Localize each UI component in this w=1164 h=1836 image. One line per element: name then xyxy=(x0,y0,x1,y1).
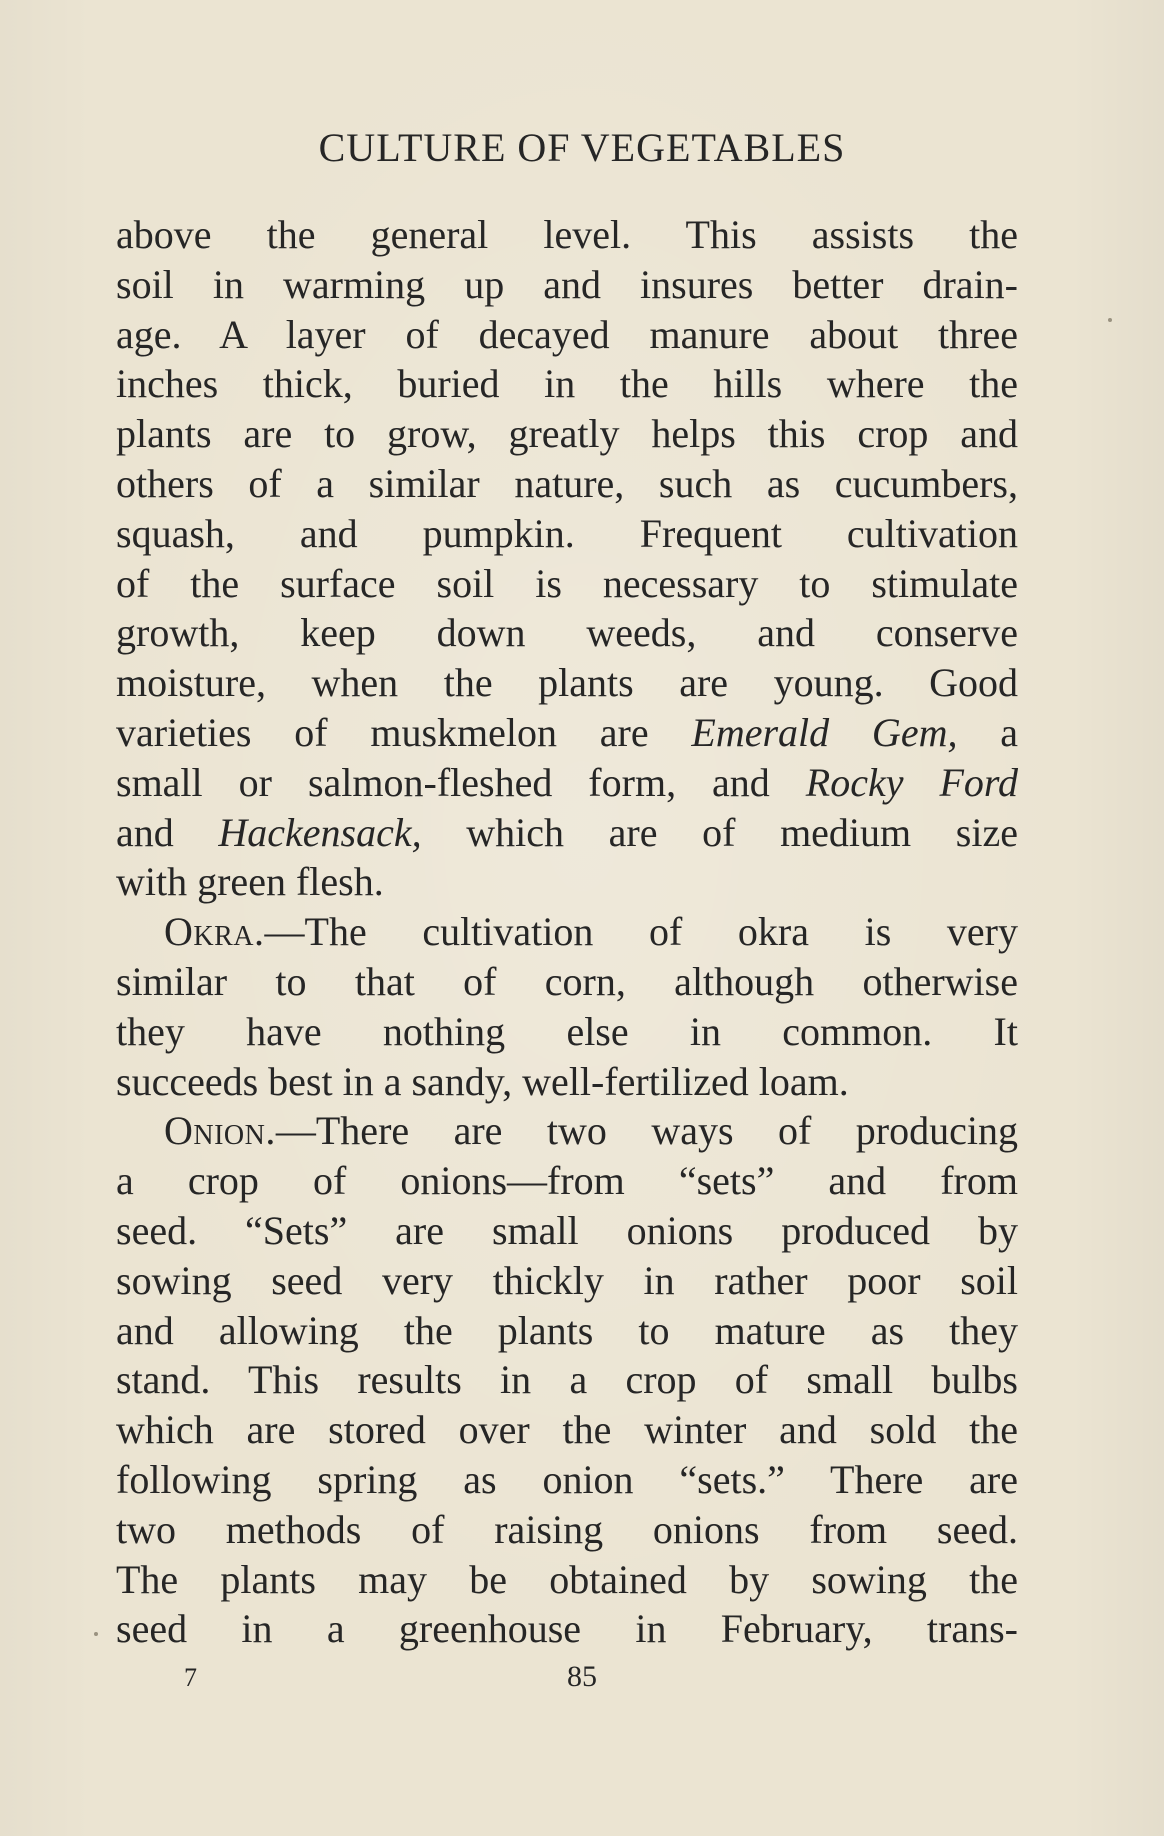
text-line: The plants may be obtained by sowing the xyxy=(116,1556,1018,1602)
text-line: which are stored over the winter and sold the xyxy=(116,1407,1018,1453)
text-line: following spring as onion “sets.” There are xyxy=(116,1456,1018,1502)
paper-speck xyxy=(1108,318,1112,322)
text-line: others of a similar nature, such as cucumbers, xyxy=(116,460,1018,506)
section-heading-onion: Onion. xyxy=(164,1108,276,1154)
text-line: moisture, when the plants are young. Good xyxy=(116,660,1018,706)
body-text xyxy=(116,210,1018,1654)
text-line xyxy=(116,758,1018,808)
text-line: with green flesh. xyxy=(116,859,384,905)
page-number: 85 xyxy=(567,1660,597,1693)
text-run: —There are two ways of producing xyxy=(275,1108,1018,1154)
text-line: inches thick, buried in the hills where the xyxy=(116,361,1018,407)
text-line: age. A layer of decayed manure about three xyxy=(116,311,1018,357)
text-line: above the general level. This assists the xyxy=(116,212,1018,257)
text-run: —The cultivation of okra is very xyxy=(264,909,1018,955)
section-heading-okra: Okra. xyxy=(164,909,265,955)
text-line: of the surface soil is necessary to stimulate xyxy=(116,560,1018,606)
text-line: stand. This results in a crop of small bulbs xyxy=(116,1357,1018,1403)
signature-mark: 7 xyxy=(184,1663,197,1692)
variety-name: Emerald Gem, xyxy=(691,709,958,755)
text-run: which are of medium size xyxy=(421,809,1018,855)
text-run: and xyxy=(116,809,219,855)
text-run: varieties of muskmelon are xyxy=(116,709,692,755)
variety-name: Hackensack, xyxy=(218,809,422,855)
text-run: a xyxy=(957,709,1018,755)
running-head: CULTURE OF VEGETABLES xyxy=(318,125,846,170)
text-line xyxy=(116,907,1018,957)
text-line xyxy=(116,1106,1018,1156)
text-line: squash, and pumpkin. Frequent cultivation xyxy=(116,510,1018,556)
text-line: and allowing the plants to mature as they xyxy=(116,1307,1018,1353)
variety-name: Rocky Ford xyxy=(805,759,1018,805)
text-line: they have nothing else in common. It xyxy=(116,1008,1018,1054)
text-line: plants are to grow, greatly helps this crop and xyxy=(116,411,1018,457)
text-run: small or salmon-fleshed form, and xyxy=(116,759,806,805)
text-line xyxy=(116,808,1018,858)
paper-speck xyxy=(94,1632,98,1636)
text-line: succeeds best in a sandy, well-fertilized loam. xyxy=(116,1058,849,1104)
text-line: a crop of onions—from “sets” and from xyxy=(116,1158,1018,1204)
text-line: soil in warming up and insures better drain- xyxy=(116,261,1018,307)
text-line: growth, keep down weeds, and conserve xyxy=(116,610,1018,656)
text-line: similar to that of corn, although otherwise xyxy=(116,958,1018,1004)
text-line xyxy=(116,708,1018,758)
text-line: seed. “Sets” are small onions produced by xyxy=(116,1207,1018,1253)
text-line: two methods of raising onions from seed. xyxy=(116,1506,1018,1552)
text-line: sowing seed very thickly in rather poor soil xyxy=(116,1257,1018,1303)
text-line: seed in a greenhouse in February, trans- xyxy=(116,1606,1018,1652)
